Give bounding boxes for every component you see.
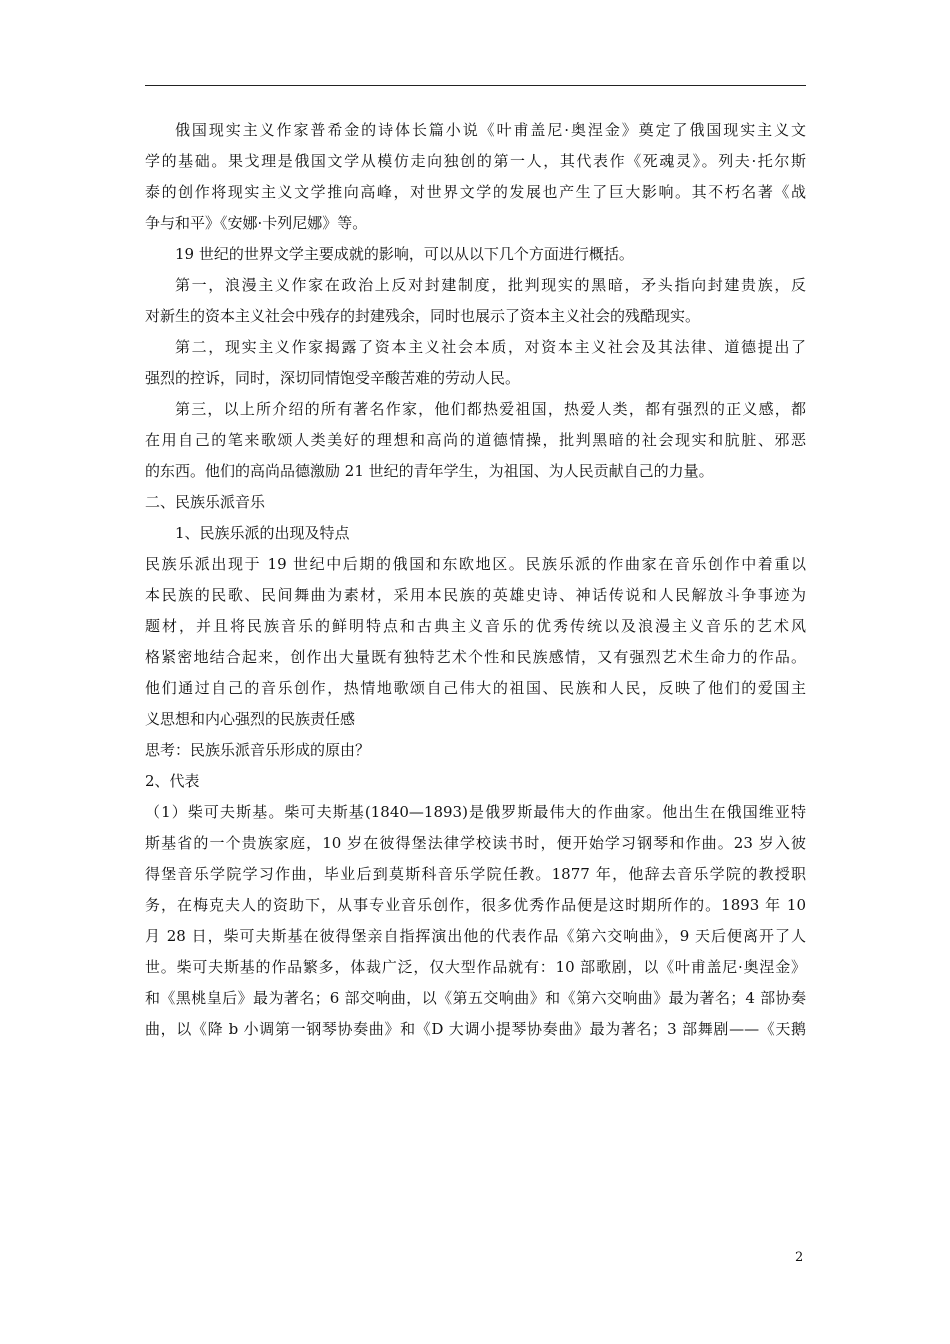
text-line: 学的基础。果戈理是俄国文学从模仿走向独创的第一人，其代表作《死魂灵》。列夫·托尔斯 [145,152,806,170]
text-line: 民族乐派出现于 19 世纪中后期的俄国和东欧地区。民族乐派的作曲家在音乐创作中着重以 [145,555,806,573]
text-line: 强烈的控诉，同时，深切同情饱受辛酸苦难的劳动人民。 [145,369,521,387]
text-line: 月 28 日，柴可夫斯基在彼得堡亲自指挥演出他的代表作品《第六交响曲》，9 天后便离开了人 [145,927,806,945]
paragraph [145,115,806,239]
text-line: 第一，浪漫主义作家在政治上反对封建制度，批判现实的黑暗，矛头指向封建贵族，反 [175,276,806,294]
section-heading [145,487,806,518]
text-line: 第二，现实主义作家揭露了资本主义社会本质，对资本主义社会及其法律、道德提出了 [175,338,806,356]
header-rule [145,85,806,86]
subsection-heading [145,518,806,549]
text-line: 1、民族乐派的出现及特点 [175,524,350,542]
text-line: 泰的创作将现实主义文学推向高峰，对世界文学的发展也产生了巨大影响。其不朽名著《战 [145,183,806,201]
document-body [145,115,806,1045]
text-line: 他们通过自己的音乐创作，热情地歌颂自己伟大的祖国、民族和人民，反映了他们的爱国主 [145,679,806,697]
text-line: 格紧密地结合起来，创作出大量既有独特艺术个性和民族感情，又有强烈艺术生命力的作品。 [145,648,806,666]
text-line: 二、民族乐派音乐 [145,493,266,511]
text-line: 曲，以《降 b 小调第一钢琴协奏曲》和《D 大调小提琴协奏曲》最为著名；3 部舞剧——《天鹅 [145,1020,806,1038]
text-line: 义思想和内心强烈的民族责任感 [145,710,356,728]
question [145,735,806,766]
text-line: 题材，并且将民族音乐的鲜明特点和古典主义音乐的优秀传统以及浪漫主义音乐的艺术风 [145,617,806,635]
paragraph [145,270,806,332]
text-line: 19 世纪的世界文学主要成就的影响，可以从以下几个方面进行概括。 [175,245,634,263]
text-line: 争与和平》《安娜·卡列尼娜》等。 [145,214,368,232]
text-line: （1）柴可夫斯基。柴可夫斯基(1840—1893)是俄罗斯最伟大的作曲家。他出生在俄国维亚特 [145,803,806,821]
page-number: 2 [795,1250,804,1265]
text-line: 俄国现实主义作家普希金的诗体长篇小说《叶甫盖尼·奥涅金》奠定了俄国现实主义文 [175,121,806,139]
text-line: 第三，以上所介绍的所有著名作家，他们都热爱祖国，热爱人类，都有强烈的正义感，都 [175,400,806,418]
text-line: 在用自己的笔来歌颂人类美好的理想和高尚的道德情操，批判黑暗的社会现实和肮脏、邪恶 [145,431,806,449]
text-line: 的东西。他们的高尚品德激励 21 世纪的青年学生，为祖国、为人民贡献自己的力量。 [145,462,714,480]
subsection-heading [145,766,806,797]
text-line: 务，在梅克夫人的资助下，从事专业音乐创作，很多优秀作品便是这时期所作的。1893 年 10 [145,896,806,914]
text-line: 本民族的民歌、民间舞曲为素材，采用本民族的英雄史诗、神话传说和人民解放斗争事迹为 [145,586,806,604]
text-line: 斯基省的一个贵族家庭，10 岁在彼得堡法律学校读书时，便开始学习钢琴和作曲。23 岁入彼 [145,834,806,852]
paragraph [145,239,806,270]
text-line: 思考：民族乐派音乐形成的原由？ [145,741,371,759]
paragraph [145,332,806,394]
paragraph [145,797,806,1045]
text-line: 和《黑桃皇后》最为著名；6 部交响曲，以《第五交响曲》和《第六交响曲》最为著名；4 部协奏 [145,989,806,1007]
paragraph [145,549,806,735]
paragraph [145,394,806,487]
text-line: 2、代表 [145,772,200,790]
text-line: 世。柴可夫斯基的作品繁多，体裁广泛，仅大型作品就有：10 部歌剧，以《叶甫盖尼·奥涅金》 [145,958,806,976]
text-line: 得堡音乐学院学习作曲，毕业后到莫斯科音乐学院任教。1877 年，他辞去音乐学院的教授职 [145,865,806,883]
text-line: 对新生的资本主义社会中残存的封建残余，同时也展示了资本主义社会的残酷现实。 [145,307,701,325]
